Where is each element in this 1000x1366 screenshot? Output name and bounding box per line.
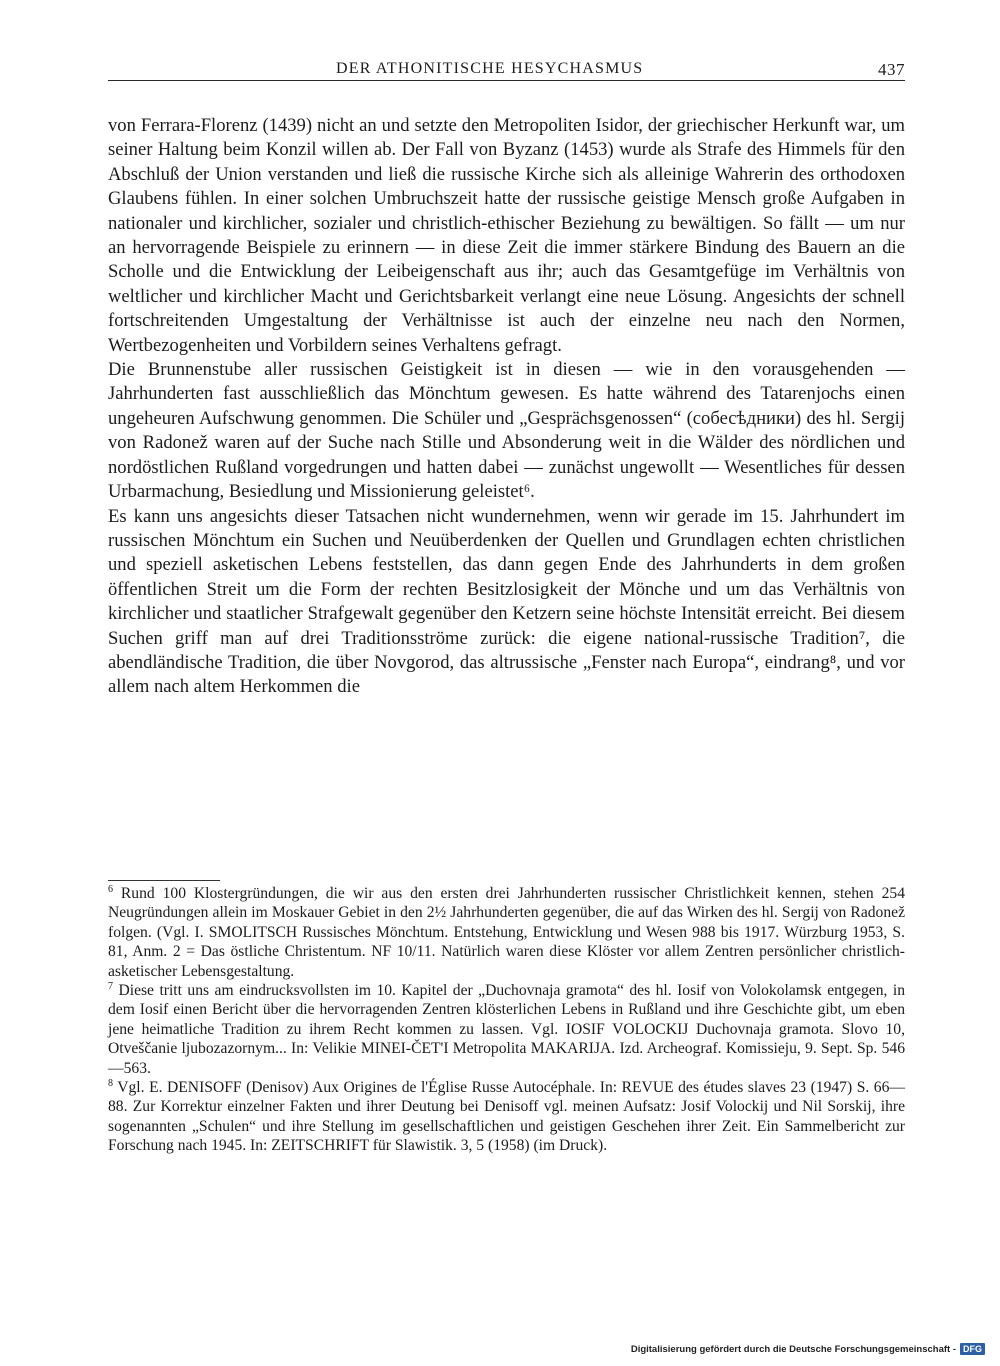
paragraph: von Ferrara-Florenz (1439) nicht an und setzte den Metropoliten Isidor, der griechischer Herkunft war, um seiner Haltung beim Konzil willen ab. Der Fall von Byzanz (1453) wurde als Strafe des Himmels für den Abschluß der Union verstanden und ließ die russische Kirche sich als alleinige Wahrerin des orthodoxen Glaubens fühlen. In einer solchen Umbruchszeit hatte der russische geistige Mensch große Aufgaben in nationaler und kirchlicher, sozialer und christlich-ethischer Beziehung zu bewältigen. So fällt — um nur an hervorragende Beispiele zu erinnern — in diese Zeit die immer stärkere Bindung des Bauern an die Scholle und die Entwicklung der Leibeigenschaft aus ihr; auch das Gesamtgefüge im Verhältnis von weltlicher und kirchlicher Macht und Gerichtsbarkeit verlangt eine neue Lösung. Angesichts der schnell fortschreitenden Umgestaltung der Verhältnisse ist auch der einzelne neu nach den Normen, Wertbezogenheiten und Vorbildern seines Verhaltens gefragt. bbox=[108, 115, 905, 356]
footnote-mark: 6 bbox=[108, 883, 113, 895]
footnote bbox=[108, 1078, 905, 1156]
footnotes bbox=[108, 884, 905, 1156]
footnote-text: Diese tritt uns am eindrucksvollsten im 10. Kapitel der „Duchovnaja gramota“ des hl. Iosif von Volokolamsk entgegen, in dem Iosif einen Bericht über die hervorragenden Zentren klösterlichen Lebens in Rußland und ihre Geschichte gibt, um eben jene heimatliche Tradition zu ihrem Recht kommen zu lassen. Vgl. IOSIF VOLOCKIJ Duchovnaja gramota. Slovo 10, Otveščanie ljubozazornym... In: Velikie MINEI-ČET'I Metropolita MAKARIJA. Izd. Archeograf. Komissieju, 9. Sept. Sp. 546—563. bbox=[108, 982, 905, 1077]
digitization-credit bbox=[631, 1343, 985, 1355]
footnote-mark: 7 bbox=[108, 980, 113, 992]
running-title: DER ATHONITISCHE HESYCHASMUS bbox=[336, 60, 644, 77]
footnote-text: Vgl. E. DENISOFF (Denisov) Aux Origines de l'Église Russe Autocéphale. In: REVUE des études slaves 23 (1947) S. 66—88. Zur Korrektur einzelner Fakten und ihrer Deutung bei Denisoff vgl. meinen Aufsatz: Josif Volockij und Nil Sorskij, ihre sogenannten „Schulen“ und ihre Stellung im gesellschaftlichen und geistigen Geschehen ihrer Zeit. Ein Sammelbericht zur Forschung nach 1945. In: ZEITSCHRIFT für Slawistik. 3, 5 (1958) (im Druck). bbox=[108, 1079, 905, 1155]
footnote-mark: 8 bbox=[108, 1077, 113, 1089]
paragraph: Es kann uns angesichts dieser Tatsachen nicht wundernehmen, wenn wir gerade im 15. Jahrhundert im russischen Mönchtum ein Suchen und Neuüberdenken der Quellen und Grundlagen echten christlichen und speziell asketischen Lebens feststellen, das dann gegen Ende des Jahrhunderts in dem großen öffentlichen Streit um die Form der rechten Besitzlosigkeit der Mönche und um das Verhältnis von kirchlicher und staatlicher Strafgewalt gegenüber den Ketzern seine höchste Intensität erreicht. Bei diesem Suchen griff man auf drei Traditionsströme zurück: die eigene national-russische Tradition⁷, die abendländische Tradition, die über Novgorod, das altrussische „Fenster nach Europa“, eindrang⁸, und vor allem nach altem Herkommen die bbox=[108, 505, 905, 698]
paragraph: Die Brunnenstube aller russischen Geistigkeit ist in diesen — wie in den vorausgehenden — Jahrhunderten fast ausschließlich das Mönchtum gewesen. Es hatte während des Tatarenjochs einen ungeheuren Aufschwung genommen. Die Schüler und „Gesprächsgenossen“ (собесѣдники) des hl. Sergij von Radonež waren auf der Suche nach Stille und Absonderung weit in die Wälder des nördlichen und nordöstlichen Rußland vorgedrungen und hatten dabei — zunächst ungewollt — Wesentliches für dessen Urbarmachung, Besiedlung und Missionierung geleistet⁶. bbox=[108, 359, 905, 503]
footnote-rule bbox=[108, 880, 220, 881]
page-header bbox=[108, 58, 905, 84]
footnote bbox=[108, 981, 905, 1078]
credit-text: Digitalisierung gefördert durch die Deutsche Forschungsgemeinschaft - bbox=[630, 1343, 956, 1355]
page-number: 437 bbox=[878, 60, 905, 79]
dfg-logo-icon: DFG bbox=[960, 1343, 985, 1355]
body-text bbox=[108, 114, 905, 700]
footnote bbox=[108, 884, 905, 981]
footnote-text: Rund 100 Klostergründungen, die wir aus den ersten drei Jahrhunderten russischer Christlichkeit kennen, stehen 254 Neugründungen allein im Moskauer Gebiet in den 2½ Jahrhunderten gegenüber, die auf das Wirken des hl. Sergij von Radonež folgen. (Vgl. I. SMOLITSCH Russisches Mönchtum. Entstehung, Entwicklung und Wesen 988 bis 1917. Würzburg 1953, S. 81, Anm. 2 = Das östliche Christentum. NF 10/11. Natürlich waren diese Klöster vor allem Zentren persönlicher christlich-asketischer Lebensgestaltung. bbox=[108, 885, 906, 980]
header-rule bbox=[108, 80, 905, 81]
